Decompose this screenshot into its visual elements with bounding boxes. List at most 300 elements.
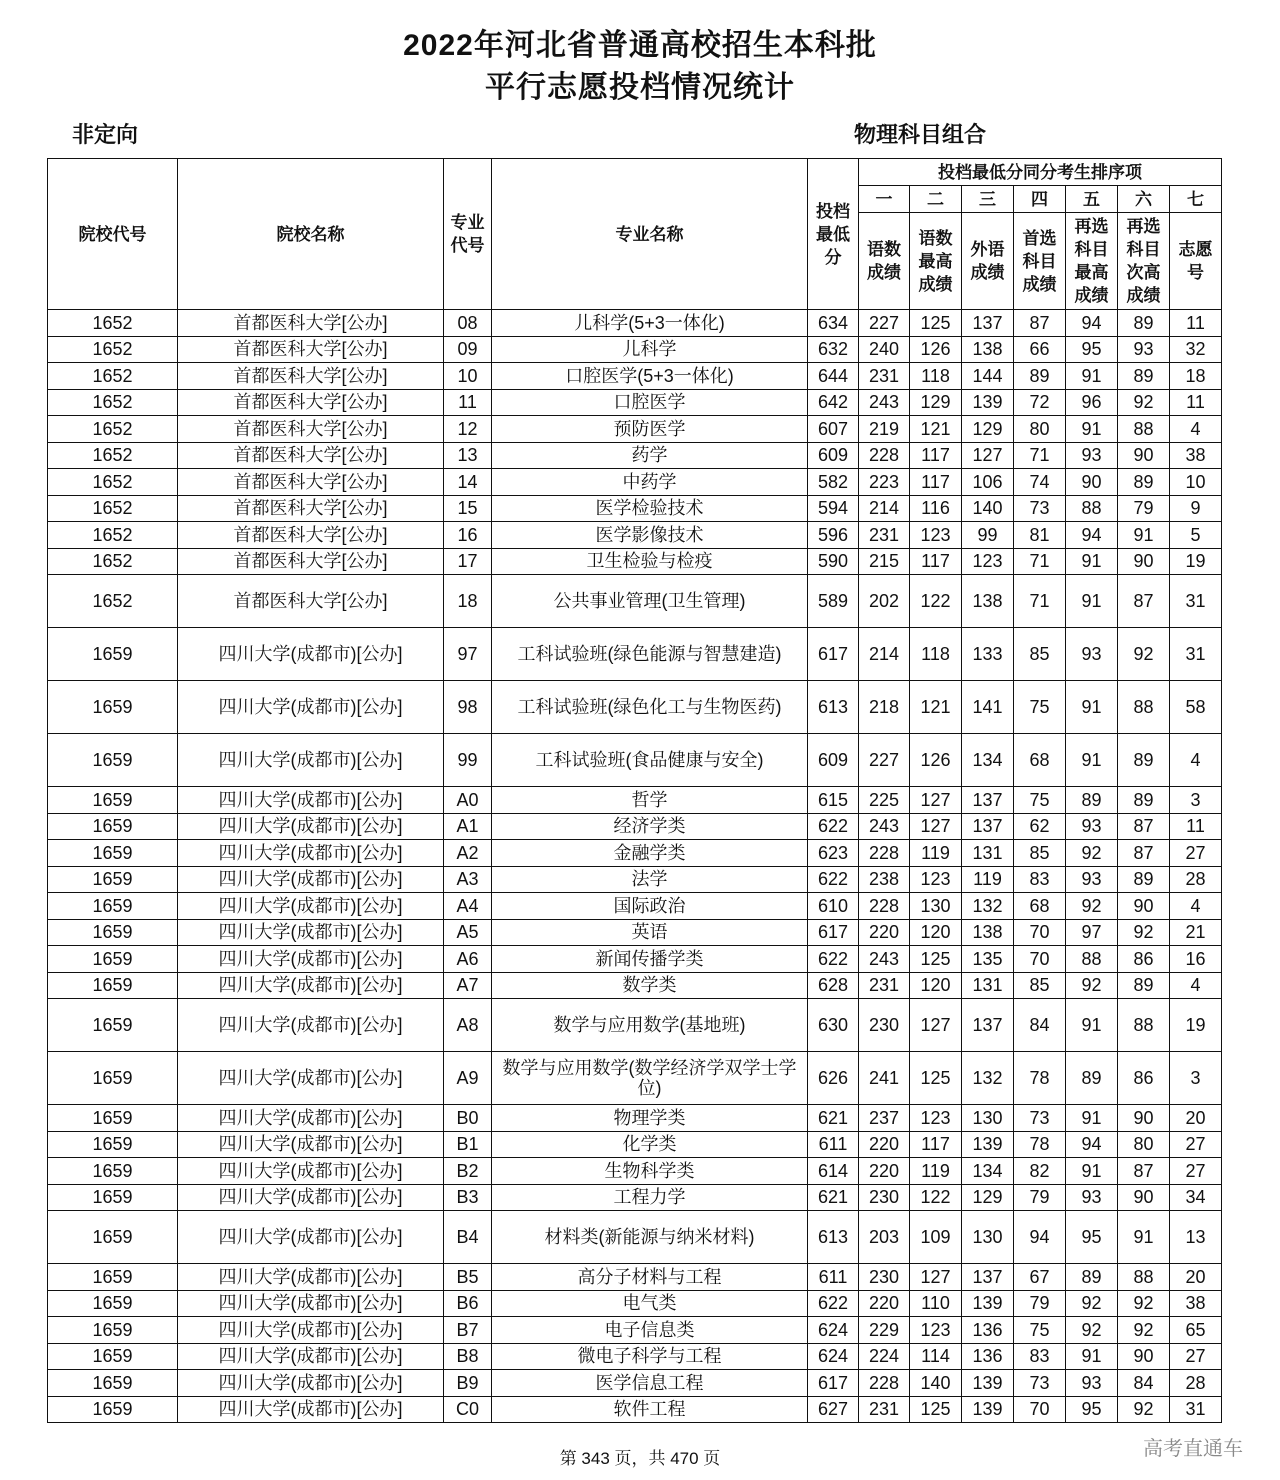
major-code-cell: B2	[444, 1158, 492, 1185]
min-score-cell: 630	[808, 999, 859, 1052]
table-row	[48, 813, 1222, 840]
chinese-math-max-cell: 125	[910, 310, 962, 337]
major-name-cell: 口腔医学	[492, 389, 808, 416]
header-tiebreak-group: 投档最低分同分考生排序项	[859, 159, 1222, 186]
second-subject-second-cell: 86	[1118, 1052, 1170, 1105]
school-name-cell: 四川大学(成都市)[公办]	[178, 972, 444, 999]
school-name-cell: 首都医科大学[公办]	[178, 442, 444, 469]
table-row	[48, 1370, 1222, 1397]
table-row	[48, 1343, 1222, 1370]
chinese-math-max-cell: 130	[910, 893, 962, 920]
table-row	[48, 628, 1222, 681]
choice-number-cell: 11	[1170, 813, 1222, 840]
table-row	[48, 1158, 1222, 1185]
table-row	[48, 1264, 1222, 1291]
first-subject-score-cell: 71	[1014, 575, 1066, 628]
header-school-code: 院校代号	[48, 159, 178, 310]
choice-number-cell: 13	[1170, 1211, 1222, 1264]
chinese-math-score-cell: 230	[859, 1264, 910, 1291]
major-code-cell: A2	[444, 840, 492, 867]
choice-number-cell: 31	[1170, 1396, 1222, 1423]
min-score-cell: 582	[808, 469, 859, 496]
first-subject-score-cell: 85	[1014, 972, 1066, 999]
chinese-math-max-cell: 120	[910, 919, 962, 946]
school-code-cell: 1659	[48, 1105, 178, 1132]
major-name-cell: 预防医学	[492, 416, 808, 443]
major-name-cell: 药学	[492, 442, 808, 469]
major-name-cell: 工科试验班(绿色化工与生物医药)	[492, 681, 808, 734]
second-subject-max-cell: 91	[1066, 999, 1118, 1052]
chinese-math-score-cell: 225	[859, 787, 910, 814]
major-name-cell: 电子信息类	[492, 1317, 808, 1344]
table-row	[48, 787, 1222, 814]
chinese-math-score-cell: 220	[859, 1131, 910, 1158]
major-name-cell: 法学	[492, 866, 808, 893]
second-subject-max-cell: 95	[1066, 1211, 1118, 1264]
choice-number-cell: 16	[1170, 946, 1222, 973]
foreign-language-score-cell: 138	[962, 336, 1014, 363]
chinese-math-max-cell: 123	[910, 866, 962, 893]
first-subject-score-cell: 73	[1014, 1105, 1066, 1132]
major-code-cell: 97	[444, 628, 492, 681]
first-subject-score-cell: 87	[1014, 310, 1066, 337]
chinese-math-score-cell: 243	[859, 813, 910, 840]
school-code-cell: 1659	[48, 1131, 178, 1158]
min-score-cell: 624	[808, 1343, 859, 1370]
min-score-cell: 607	[808, 416, 859, 443]
chinese-math-max-cell: 127	[910, 1264, 962, 1291]
second-subject-max-cell: 94	[1066, 1131, 1118, 1158]
second-subject-max-cell: 93	[1066, 813, 1118, 840]
chinese-math-max-cell: 123	[910, 1105, 962, 1132]
school-code-cell: 1659	[48, 866, 178, 893]
school-name-cell: 四川大学(成都市)[公办]	[178, 1052, 444, 1105]
choice-number-cell: 3	[1170, 787, 1222, 814]
min-score-cell: 614	[808, 1158, 859, 1185]
school-name-cell: 四川大学(成都市)[公办]	[178, 1158, 444, 1185]
first-subject-score-cell: 70	[1014, 946, 1066, 973]
table-row	[48, 893, 1222, 920]
second-subject-max-cell: 92	[1066, 972, 1118, 999]
foreign-language-score-cell: 132	[962, 1052, 1014, 1105]
second-subject-max-cell: 93	[1066, 1184, 1118, 1211]
chinese-math-score-cell: 224	[859, 1343, 910, 1370]
chinese-math-max-cell: 114	[910, 1343, 962, 1370]
choice-number-cell: 34	[1170, 1184, 1222, 1211]
major-code-cell: B1	[444, 1131, 492, 1158]
second-subject-second-cell: 91	[1118, 1211, 1170, 1264]
major-name-cell: 数学与应用数学(数学经济学双学士学位)	[492, 1052, 808, 1105]
chinese-math-score-cell: 219	[859, 416, 910, 443]
foreign-language-score-cell: 139	[962, 1370, 1014, 1397]
watermark: 高考直通车	[1143, 1438, 1243, 1460]
foreign-language-score-cell: 137	[962, 310, 1014, 337]
major-code-cell: B5	[444, 1264, 492, 1291]
foreign-language-score-cell: 137	[962, 999, 1014, 1052]
chinese-math-max-cell: 116	[910, 495, 962, 522]
foreign-language-score-cell: 106	[962, 469, 1014, 496]
choice-number-cell: 19	[1170, 999, 1222, 1052]
foreign-language-score-cell: 134	[962, 734, 1014, 787]
chinese-math-max-cell: 117	[910, 548, 962, 575]
chinese-math-score-cell: 227	[859, 734, 910, 787]
min-score-cell: 623	[808, 840, 859, 867]
second-subject-second-cell: 80	[1118, 1131, 1170, 1158]
foreign-language-score-cell: 99	[962, 522, 1014, 549]
major-name-cell: 国际政治	[492, 893, 808, 920]
second-subject-max-cell: 89	[1066, 787, 1118, 814]
major-name-cell: 物理学类	[492, 1105, 808, 1132]
first-subject-score-cell: 66	[1014, 336, 1066, 363]
major-name-cell: 工程力学	[492, 1184, 808, 1211]
choice-number-cell: 3	[1170, 1052, 1222, 1105]
major-name-cell: 生物科学类	[492, 1158, 808, 1185]
second-subject-second-cell: 92	[1118, 1396, 1170, 1423]
foreign-language-score-cell: 138	[962, 919, 1014, 946]
foreign-language-score-cell: 139	[962, 1131, 1014, 1158]
first-subject-score-cell: 73	[1014, 495, 1066, 522]
major-name-cell: 口腔医学(5+3一体化)	[492, 363, 808, 390]
first-subject-score-cell: 75	[1014, 681, 1066, 734]
chinese-math-score-cell: 230	[859, 999, 910, 1052]
school-code-cell: 1659	[48, 734, 178, 787]
table-row	[48, 336, 1222, 363]
chinese-math-score-cell: 231	[859, 522, 910, 549]
major-code-cell: 99	[444, 734, 492, 787]
second-subject-second-cell: 89	[1118, 363, 1170, 390]
school-name-cell: 四川大学(成都市)[公办]	[178, 999, 444, 1052]
first-subject-score-cell: 81	[1014, 522, 1066, 549]
admission-table	[47, 158, 1222, 1423]
choice-number-cell: 10	[1170, 469, 1222, 496]
choice-number-cell: 4	[1170, 416, 1222, 443]
first-subject-score-cell: 84	[1014, 999, 1066, 1052]
second-subject-max-cell: 94	[1066, 522, 1118, 549]
choice-number-cell: 18	[1170, 363, 1222, 390]
second-subject-second-cell: 84	[1118, 1370, 1170, 1397]
second-subject-max-cell: 89	[1066, 1264, 1118, 1291]
table-row	[48, 1105, 1222, 1132]
chinese-math-score-cell: 229	[859, 1317, 910, 1344]
chinese-math-score-cell: 228	[859, 840, 910, 867]
school-code-cell: 1652	[48, 336, 178, 363]
table-row	[48, 389, 1222, 416]
major-name-cell: 儿科学(5+3一体化)	[492, 310, 808, 337]
school-name-cell: 四川大学(成都市)[公办]	[178, 1343, 444, 1370]
table-row	[48, 575, 1222, 628]
table-row	[48, 522, 1222, 549]
header-school-name: 院校名称	[178, 159, 444, 310]
major-name-cell: 材料类(新能源与纳米材料)	[492, 1211, 808, 1264]
second-subject-max-cell: 96	[1066, 389, 1118, 416]
school-name-cell: 四川大学(成都市)[公办]	[178, 787, 444, 814]
major-code-cell: 09	[444, 336, 492, 363]
school-name-cell: 四川大学(成都市)[公办]	[178, 734, 444, 787]
first-subject-score-cell: 72	[1014, 389, 1066, 416]
min-score-cell: 622	[808, 866, 859, 893]
chinese-math-max-cell: 125	[910, 1052, 962, 1105]
second-subject-max-cell: 88	[1066, 946, 1118, 973]
second-subject-second-cell: 89	[1118, 866, 1170, 893]
chinese-math-score-cell: 228	[859, 442, 910, 469]
school-code-cell: 1659	[48, 813, 178, 840]
min-score-cell: 613	[808, 681, 859, 734]
school-name-cell: 首都医科大学[公办]	[178, 548, 444, 575]
second-subject-second-cell: 89	[1118, 972, 1170, 999]
chinese-math-score-cell: 228	[859, 893, 910, 920]
min-score-cell: 610	[808, 893, 859, 920]
first-subject-score-cell: 79	[1014, 1184, 1066, 1211]
table-row	[48, 1184, 1222, 1211]
chinese-math-score-cell: 240	[859, 336, 910, 363]
school-name-cell: 四川大学(成都市)[公办]	[178, 1184, 444, 1211]
chinese-math-max-cell: 122	[910, 1184, 962, 1211]
header-tiebreak-number: 七	[1170, 186, 1222, 213]
header-major-code: 专业代号	[444, 159, 492, 310]
table-row	[48, 416, 1222, 443]
foreign-language-score-cell: 133	[962, 628, 1014, 681]
chinese-math-max-cell: 120	[910, 972, 962, 999]
min-score-cell: 627	[808, 1396, 859, 1423]
min-score-cell: 642	[808, 389, 859, 416]
chinese-math-max-cell: 109	[910, 1211, 962, 1264]
second-subject-second-cell: 86	[1118, 946, 1170, 973]
school-code-cell: 1652	[48, 389, 178, 416]
choice-number-cell: 4	[1170, 972, 1222, 999]
major-name-cell: 中药学	[492, 469, 808, 496]
document-title-line1: 2022年河北省普通高校招生本科批	[403, 29, 877, 62]
school-code-cell: 1659	[48, 1317, 178, 1344]
chinese-math-score-cell: 227	[859, 310, 910, 337]
major-code-cell: A9	[444, 1052, 492, 1105]
major-code-cell: A7	[444, 972, 492, 999]
min-score-cell: 621	[808, 1184, 859, 1211]
choice-number-cell: 19	[1170, 548, 1222, 575]
chinese-math-max-cell: 117	[910, 442, 962, 469]
major-code-cell: B4	[444, 1211, 492, 1264]
second-subject-max-cell: 91	[1066, 363, 1118, 390]
major-name-cell: 哲学	[492, 787, 808, 814]
header-tiebreak-number: 一	[859, 186, 910, 213]
first-subject-score-cell: 68	[1014, 893, 1066, 920]
choice-number-cell: 38	[1170, 442, 1222, 469]
choice-number-cell: 38	[1170, 1290, 1222, 1317]
choice-number-cell: 4	[1170, 893, 1222, 920]
chinese-math-max-cell: 121	[910, 416, 962, 443]
choice-number-cell: 27	[1170, 840, 1222, 867]
chinese-math-score-cell: 220	[859, 919, 910, 946]
chinese-math-score-cell: 243	[859, 389, 910, 416]
school-name-cell: 首都医科大学[公办]	[178, 495, 444, 522]
school-code-cell: 1659	[48, 999, 178, 1052]
second-subject-max-cell: 91	[1066, 681, 1118, 734]
chinese-math-max-cell: 140	[910, 1370, 962, 1397]
chinese-math-max-cell: 117	[910, 469, 962, 496]
major-code-cell: 08	[444, 310, 492, 337]
major-code-cell: 98	[444, 681, 492, 734]
school-code-cell: 1659	[48, 1184, 178, 1211]
choice-number-cell: 4	[1170, 734, 1222, 787]
header-tiebreak-label: 语数最高成绩	[910, 213, 962, 310]
second-subject-max-cell: 92	[1066, 1290, 1118, 1317]
min-score-cell: 611	[808, 1264, 859, 1291]
foreign-language-score-cell: 130	[962, 1105, 1014, 1132]
second-subject-second-cell: 92	[1118, 389, 1170, 416]
table-row	[48, 1396, 1222, 1423]
second-subject-max-cell: 97	[1066, 919, 1118, 946]
second-subject-second-cell: 88	[1118, 999, 1170, 1052]
table-row	[48, 919, 1222, 946]
major-code-cell: B0	[444, 1105, 492, 1132]
school-name-cell: 四川大学(成都市)[公办]	[178, 1264, 444, 1291]
school-name-cell: 首都医科大学[公办]	[178, 575, 444, 628]
major-code-cell: 13	[444, 442, 492, 469]
foreign-language-score-cell: 144	[962, 363, 1014, 390]
school-name-cell: 四川大学(成都市)[公办]	[178, 946, 444, 973]
min-score-cell: 613	[808, 1211, 859, 1264]
school-code-cell: 1659	[48, 1396, 178, 1423]
second-subject-max-cell: 93	[1066, 1370, 1118, 1397]
table-row	[48, 495, 1222, 522]
second-subject-second-cell: 89	[1118, 310, 1170, 337]
second-subject-max-cell: 93	[1066, 628, 1118, 681]
min-score-cell: 609	[808, 442, 859, 469]
second-subject-second-cell: 79	[1118, 495, 1170, 522]
second-subject-second-cell: 92	[1118, 1317, 1170, 1344]
first-subject-score-cell: 73	[1014, 1370, 1066, 1397]
major-code-cell: 10	[444, 363, 492, 390]
school-code-cell: 1659	[48, 1052, 178, 1105]
table-row	[48, 1290, 1222, 1317]
second-subject-max-cell: 93	[1066, 866, 1118, 893]
choice-number-cell: 58	[1170, 681, 1222, 734]
foreign-language-score-cell: 139	[962, 389, 1014, 416]
school-name-cell: 首都医科大学[公办]	[178, 416, 444, 443]
major-code-cell: 14	[444, 469, 492, 496]
header-major-name: 专业名称	[492, 159, 808, 310]
first-subject-score-cell: 75	[1014, 1317, 1066, 1344]
school-code-cell: 1659	[48, 628, 178, 681]
second-subject-second-cell: 89	[1118, 734, 1170, 787]
chinese-math-max-cell: 122	[910, 575, 962, 628]
table-row	[48, 681, 1222, 734]
chinese-math-score-cell: 241	[859, 1052, 910, 1105]
chinese-math-score-cell: 203	[859, 1211, 910, 1264]
second-subject-second-cell: 92	[1118, 1290, 1170, 1317]
page-footer: 第 343 页，共 470 页	[559, 1449, 721, 1468]
major-code-cell: B7	[444, 1317, 492, 1344]
school-name-cell: 四川大学(成都市)[公办]	[178, 1370, 444, 1397]
second-subject-second-cell: 92	[1118, 628, 1170, 681]
chinese-math-max-cell: 129	[910, 389, 962, 416]
school-code-cell: 1659	[48, 840, 178, 867]
foreign-language-score-cell: 140	[962, 495, 1014, 522]
major-code-cell: 12	[444, 416, 492, 443]
header-tiebreak-label: 语数成绩	[859, 213, 910, 310]
major-code-cell: A0	[444, 787, 492, 814]
second-subject-max-cell: 90	[1066, 469, 1118, 496]
foreign-language-score-cell: 138	[962, 575, 1014, 628]
table-row	[48, 866, 1222, 893]
school-code-cell: 1652	[48, 416, 178, 443]
chinese-math-score-cell: 237	[859, 1105, 910, 1132]
foreign-language-score-cell: 129	[962, 1184, 1014, 1211]
header-tiebreak-number: 二	[910, 186, 962, 213]
table-row	[48, 442, 1222, 469]
school-name-cell: 四川大学(成都市)[公办]	[178, 681, 444, 734]
school-code-cell: 1652	[48, 495, 178, 522]
first-subject-score-cell: 78	[1014, 1052, 1066, 1105]
first-subject-score-cell: 78	[1014, 1131, 1066, 1158]
category-label: 非定向	[72, 122, 139, 147]
table-row	[48, 1317, 1222, 1344]
min-score-cell: 594	[808, 495, 859, 522]
second-subject-second-cell: 93	[1118, 336, 1170, 363]
second-subject-second-cell: 88	[1118, 681, 1170, 734]
major-code-cell: B3	[444, 1184, 492, 1211]
major-code-cell: 15	[444, 495, 492, 522]
choice-number-cell: 32	[1170, 336, 1222, 363]
choice-number-cell: 31	[1170, 575, 1222, 628]
chinese-math-score-cell: 238	[859, 866, 910, 893]
school-name-cell: 四川大学(成都市)[公办]	[178, 866, 444, 893]
table-row	[48, 734, 1222, 787]
table-row	[48, 548, 1222, 575]
school-code-cell: 1659	[48, 1290, 178, 1317]
major-code-cell: 11	[444, 389, 492, 416]
chinese-math-score-cell: 243	[859, 946, 910, 973]
second-subject-second-cell: 88	[1118, 1264, 1170, 1291]
second-subject-second-cell: 89	[1118, 469, 1170, 496]
second-subject-max-cell: 91	[1066, 548, 1118, 575]
chinese-math-score-cell: 231	[859, 972, 910, 999]
foreign-language-score-cell: 134	[962, 1158, 1014, 1185]
second-subject-max-cell: 95	[1066, 336, 1118, 363]
min-score-cell: 615	[808, 787, 859, 814]
major-name-cell: 金融学类	[492, 840, 808, 867]
min-score-cell: 589	[808, 575, 859, 628]
foreign-language-score-cell: 135	[962, 946, 1014, 973]
choice-number-cell: 65	[1170, 1317, 1222, 1344]
major-name-cell: 经济学类	[492, 813, 808, 840]
foreign-language-score-cell: 137	[962, 1264, 1014, 1291]
major-name-cell: 公共事业管理(卫生管理)	[492, 575, 808, 628]
first-subject-score-cell: 68	[1014, 734, 1066, 787]
major-code-cell: C0	[444, 1396, 492, 1423]
header-tiebreak-label: 志愿号	[1170, 213, 1222, 310]
min-score-cell: 622	[808, 813, 859, 840]
choice-number-cell: 27	[1170, 1343, 1222, 1370]
choice-number-cell: 9	[1170, 495, 1222, 522]
foreign-language-score-cell: 131	[962, 840, 1014, 867]
first-subject-score-cell: 80	[1014, 416, 1066, 443]
second-subject-second-cell: 89	[1118, 787, 1170, 814]
major-code-cell: A1	[444, 813, 492, 840]
major-name-cell: 英语	[492, 919, 808, 946]
chinese-math-score-cell: 202	[859, 575, 910, 628]
second-subject-max-cell: 92	[1066, 1317, 1118, 1344]
first-subject-score-cell: 83	[1014, 866, 1066, 893]
second-subject-second-cell: 92	[1118, 919, 1170, 946]
school-name-cell: 首都医科大学[公办]	[178, 363, 444, 390]
second-subject-second-cell: 90	[1118, 1184, 1170, 1211]
major-name-cell: 数学与应用数学(基地班)	[492, 999, 808, 1052]
major-name-cell: 工科试验班(食品健康与安全)	[492, 734, 808, 787]
header-tiebreak-label: 外语成绩	[962, 213, 1014, 310]
chinese-math-max-cell: 121	[910, 681, 962, 734]
min-score-cell: 596	[808, 522, 859, 549]
second-subject-max-cell: 91	[1066, 1158, 1118, 1185]
